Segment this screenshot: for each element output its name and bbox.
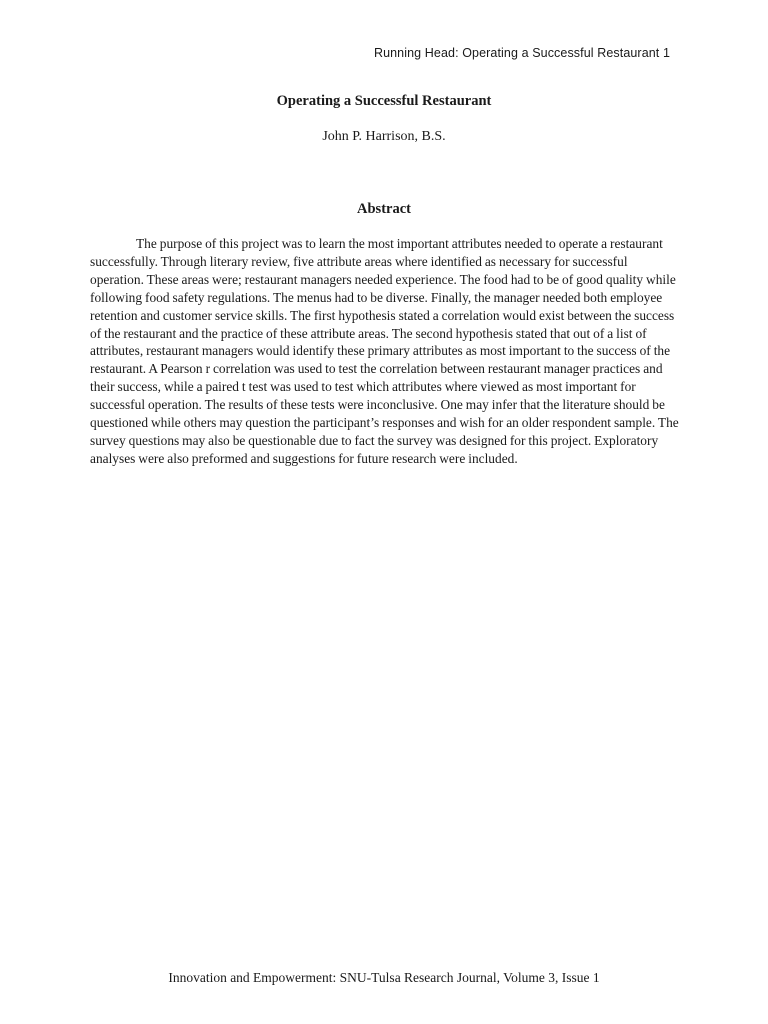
author-name: John P. Harrison, B.S. <box>322 129 446 144</box>
running-head: Running Head: Operating a Successful Restaurant 1 <box>373 46 670 60</box>
abstract-body: The purpose of this project was to learn the most important attributes needed to operate a restaurant successfully. Through literary review, five attribute areas where identified as necessary for successful operation. These areas were; restaurant managers needed experience. The food had to be of good quality while following food safety regulations. The menus had to be diverse. Finally, the manager needed both employee retention and customer service skills. The first hypothesis stated a correlation would exist between the success of the restaurant and the practice of these attribute areas. The second hypothesis stated that out of a list of attributes, restaurant managers would identify these primary attributes as most important to the success of the restaurant. A Pearson r correlation was used to test the correlation between restaurant manager practices and their success, while a paired t test was used to test which attributes where viewed as most important for successful operation. The results of these tests were inconclusive. One may infer that the literature should be questioned while others may question the participant’s responses and wish for an older respondent sample. The survey questions may also be questionable due to fact the survey was designed for this project. Exploratory analyses were also preformed and suggestions for future research were included. <box>90 236 679 466</box>
abstract-heading: Abstract <box>357 201 411 217</box>
journal-footer: Innovation and Empowerment: SNU-Tulsa Research Journal, Volume 3, Issue 1 <box>168 970 600 985</box>
paper-title: Operating a Successful Restaurant <box>276 93 492 109</box>
